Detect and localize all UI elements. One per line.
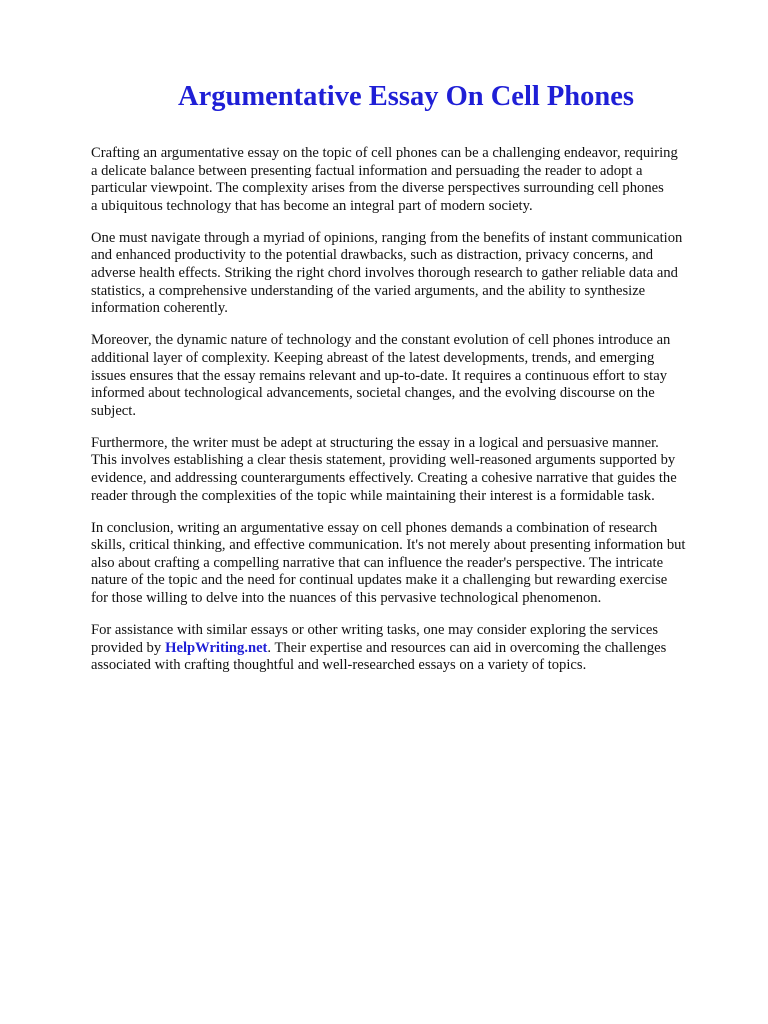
helpwriting-link[interactable]: HelpWriting.net <box>165 639 268 656</box>
paragraph-1: Crafting an argumentative essay on the topic of cell phones can be a challenging endeavor, requiring a delicate balance between presenting factual information and persuading the reader to adopt a particular viewpoint. The complexity arises from the diverse perspectives surrounding cell phones a ubiquitous technology that has become an integral part of modern society. <box>91 145 678 214</box>
paragraph-5: In conclusion, writing an argumentative essay on cell phones demands a combination of research skills, critical thinking, and effective communication. It's not merely about presenting information but also about crafting a compelling narrative that can influence the reader's perspective. The intricate nature of the topic and the need for continual updates make it a challenging but rewarding exercise for those willing to delve into the nuances of this pervasive technological phenomenon. <box>91 519 686 607</box>
closing-paragraph <box>91 622 733 675</box>
closing-text-before-link: For assistance with similar essays or other writing tasks, one may consider exploring the services provided by <box>91 622 659 656</box>
essay-body <box>91 145 733 689</box>
paragraph-2: One must navigate through a myriad of opinions, ranging from the benefits of instant communication and enhanced productivity to the potential drawbacks, such as distraction, privacy concerns, and adverse health effects. Striking the right chord involves thorough research to gather reliable data and statistics, a comprehensive understanding of the varied arguments, and the ability to synthesize information coherently. <box>91 229 683 317</box>
closing-text-after-link: . Their expertise and resources can aid in overcoming the challenges associated with crafting thoughtful and well-researched essays on a variety of topics. <box>91 639 667 674</box>
page-title: Argumentative Essay On Cell Phones <box>178 81 634 112</box>
paragraph-3: Moreover, the dynamic nature of technology and the constant evolution of cell phones introduce an additional layer of complexity. Keeping abreast of the latest developments, trends, and emerging issues ensures that the essay remains relevant and up-to-date. It requires a continuous effort to stay informed about technological advancements, societal changes, and the evolving discourse on the subject. <box>91 332 671 419</box>
paragraph-4: Furthermore, the writer must be adept at structuring the essay in a logical and persuasive manner. This involves establishing a clear thesis statement, providing well-reasoned arguments supported by evidence, and addressing counterarguments effectively. Creating a cohesive narrative that guides the reader through the complexities of the topic while maintaining their interest is a formidable task. <box>91 434 677 504</box>
